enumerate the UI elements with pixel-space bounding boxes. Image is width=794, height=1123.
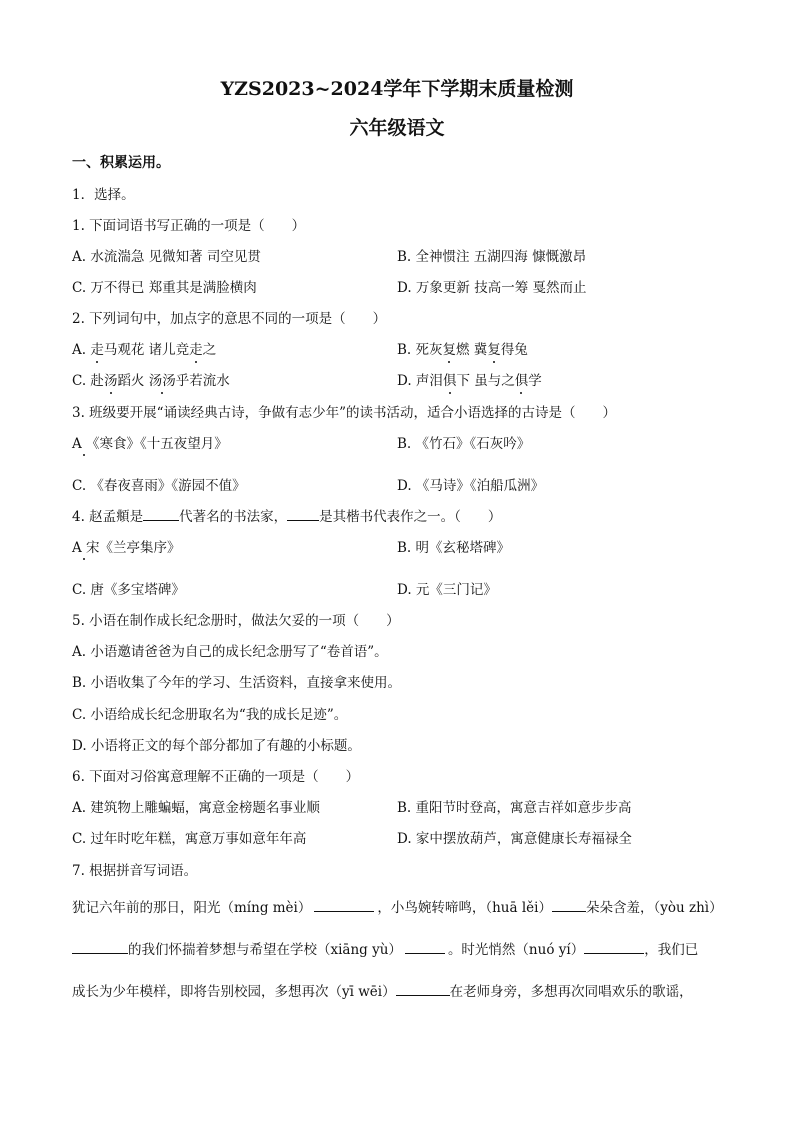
option-text: D. 声泪	[397, 373, 443, 389]
answer-blank[interactable]	[405, 940, 445, 954]
q2-option-b	[397, 338, 528, 358]
paragraph-text: ，我们已	[644, 942, 699, 958]
option-text: 之	[202, 342, 217, 358]
dotted-char: 复	[487, 342, 501, 358]
paragraph-text: ，小鸟婉转啼鸣，（huā lěi）	[377, 900, 552, 916]
q4-option-d: D. 元《三门记》	[397, 582, 497, 598]
q4-option-b: B. 明《玄秘塔碑》	[397, 540, 511, 556]
paragraph-text: 成长为少年模样，即将告别校园，多想再次（yī wēi）	[72, 984, 396, 1000]
q6-option-b: B. 重阳节时登高，寓意吉祥如意步步高	[397, 800, 632, 816]
answer-blank[interactable]	[314, 898, 374, 912]
option-marker-dot	[83, 558, 85, 560]
select-label: 1．选择。	[72, 187, 135, 203]
dotted-char: 俱	[442, 373, 457, 389]
q6-option-c: C. 过年时吃年糕，寓意万事如意年年高	[72, 831, 307, 847]
stem-text: 是其楷书代表作之一。（ ）	[319, 509, 502, 525]
q6-option-d: D. 家中摆放葫芦，寓意健康长寿福禄全	[397, 831, 632, 847]
dotted-char: 走	[90, 342, 104, 358]
q4-option-a: A 宋《兰亭集序》	[72, 540, 181, 556]
q7-paragraph-line-3	[72, 980, 724, 1000]
answer-blank[interactable]	[584, 940, 644, 954]
q7-paragraph-line-1	[72, 896, 724, 916]
option-text: 马观花 诸儿竞	[103, 342, 190, 358]
dotted-char: 汤	[103, 373, 118, 389]
answer-blank[interactable]	[143, 507, 179, 521]
q1-option-d: D. 万象更新 技高一筹 戛然而止	[397, 280, 587, 296]
option-text: 得兔	[500, 342, 528, 358]
q2-option-c	[72, 369, 230, 389]
q6-stem: 6. 下面对习俗寓意理解不正确的一项是（ ）	[72, 769, 360, 785]
stem-text: 4. 赵孟頫是	[72, 509, 144, 525]
q5-option-d: D. 小语将正文的每个部分都加了有趣的小标题。	[72, 738, 361, 754]
answer-blank[interactable]	[396, 982, 450, 996]
q4-option-c: C. 唐《多宝塔碑》	[72, 582, 185, 598]
q2-option-d	[397, 369, 542, 389]
dotted-char: 俱	[514, 373, 529, 389]
exam-title: YZS2023~2024学年下学期末质量检测	[220, 78, 574, 100]
q2-stem: 2. 下列词句中，加点字的意思不同的一项是（ ）	[72, 311, 387, 327]
q1-option-c: C. 万不得已 郑重其是满脸横肉	[72, 280, 257, 296]
exam-subtitle: 六年级语文	[349, 117, 445, 139]
q3-option-b: B. 《竹石》《石灰吟》	[397, 436, 531, 452]
dotted-char: 走	[189, 342, 203, 358]
q1-option-b: B. 全神惯注 五湖四海 慷慨激昂	[397, 249, 587, 265]
q3-option-a: A 《寒食》《十五夜望月》	[72, 436, 228, 452]
q5-option-b: B. 小语收集了今年的学习、生活资料，直接拿来使用。	[72, 675, 402, 691]
option-text: C. 赴	[72, 373, 104, 389]
option-text: 乎若流水	[175, 373, 230, 389]
option-marker-dot	[83, 454, 85, 456]
stem-text: 代著名的书法家，	[179, 509, 288, 525]
q7-stem: 7. 根据拼音写词语。	[72, 863, 198, 879]
paragraph-text: 在老师身旁，多想再次同唱欢乐的歌谣，	[449, 984, 693, 1000]
option-text: 燃 冀	[456, 342, 488, 358]
option-text: B. 死灰	[397, 342, 443, 358]
q7-paragraph-line-2	[72, 938, 724, 958]
paragraph-text: 犹记六年前的那日，阳光（míng mèi）	[72, 900, 312, 916]
option-text: 学	[528, 373, 542, 389]
paragraph-text: 的我们怀揣着梦想与希望在学校（xiāng yù）	[128, 942, 402, 958]
option-text: 下 虽与之	[456, 373, 515, 389]
answer-blank[interactable]	[72, 940, 128, 954]
q6-option-a: A. 建筑物上雕蝙蝠，寓意金榜题名事业顺	[72, 800, 320, 816]
q1-stem: 1. 下面词语书写正确的一项是（ ）	[72, 218, 306, 234]
q5-stem: 5. 小语在制作成长纪念册时，做法欠妥的一项（ ）	[72, 613, 400, 629]
section-heading: 一、积累运用。	[72, 155, 170, 171]
q5-option-c: C. 小语给成长纪念册取名为“我的成长足迹”。	[72, 707, 348, 723]
answer-blank[interactable]	[287, 507, 319, 521]
q5-option-a: A. 小语邀请爸爸为自己的成长纪念册写了“卷首语”。	[72, 644, 388, 660]
q3-option-c: C. 《春夜喜雨》《游园不值》	[72, 478, 246, 494]
dotted-char: 复	[442, 342, 457, 358]
q4-stem	[72, 505, 501, 525]
paragraph-text: 。时光悄然（nuó yí）	[447, 942, 585, 958]
q3-stem: 3. 班级要开展“诵读经典古诗，争做有志少年”的读书活动，适合小语选择的古诗是（ ）	[72, 405, 616, 421]
dotted-char: 汤汤	[148, 373, 176, 389]
option-text: A.	[72, 342, 91, 358]
paragraph-text: 朵朵含羞，（yòu zhì）	[585, 900, 723, 916]
q2-option-a	[72, 338, 216, 358]
answer-blank[interactable]	[552, 898, 586, 912]
q1-option-a: A. 水流湍急 见微知著 司空见贯	[72, 249, 261, 265]
option-text: 蹈火	[117, 373, 149, 389]
q3-option-d: D. 《马诗》《泊船瓜洲》	[397, 478, 545, 494]
